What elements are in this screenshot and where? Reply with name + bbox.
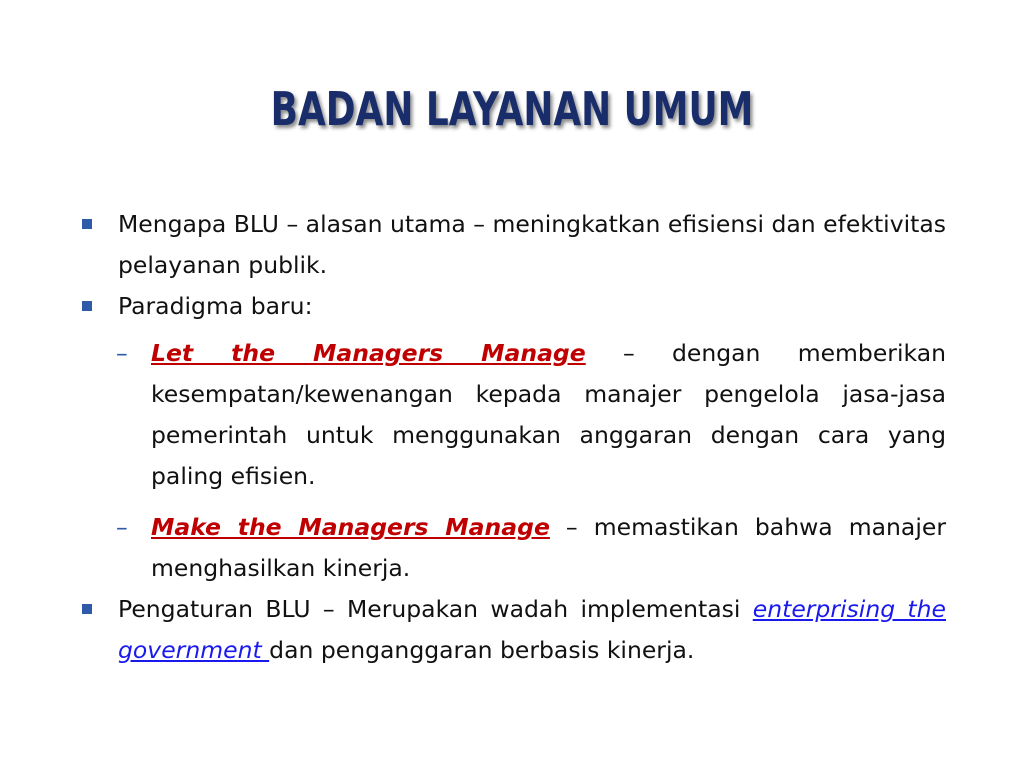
sub-item-text: – dengan memberikan kesempatan/kewenangan kepada manajer pengelola jasa-jasa pemerintah untuk menggunakan anggaran dengan cara yang paling efisien.: [151, 339, 946, 490]
square-bullet-icon: [82, 604, 92, 614]
square-bullet-icon: [82, 219, 92, 229]
emphasis-text: Let the Managers Manage: [151, 339, 586, 367]
sub-item-2: [80, 507, 946, 589]
slide-content: [80, 204, 946, 671]
bullet-text-after: dan penganggaran berbasis kinerja.: [269, 636, 695, 664]
sub-item-text: – memastikan bahwa manajer menghasilkan kinerja.: [151, 513, 946, 582]
bullet-text-before: Pengaturan BLU – Merupakan wadah implementasi: [118, 595, 753, 623]
dash-bullet-icon: –: [116, 339, 128, 367]
bullet-item-2: [80, 286, 946, 327]
bullet-text: Mengapa BLU – alasan utama – meningkatkan efisiensi dan efektivitas pelayanan publik.: [118, 210, 946, 279]
enterprising-government-link[interactable]: enterprising the government: [118, 595, 946, 664]
dash-bullet-icon: –: [116, 513, 128, 541]
emphasis-text: Make the Managers Manage: [151, 513, 550, 541]
slide-title: BADAN LAYANAN UMUM: [270, 82, 754, 136]
bullet-item-1: [80, 204, 946, 286]
square-bullet-icon: [82, 301, 92, 311]
sub-item-1: [80, 333, 946, 497]
bullet-item-3: [80, 589, 946, 671]
bullet-text: Paradigma baru:: [118, 292, 313, 320]
